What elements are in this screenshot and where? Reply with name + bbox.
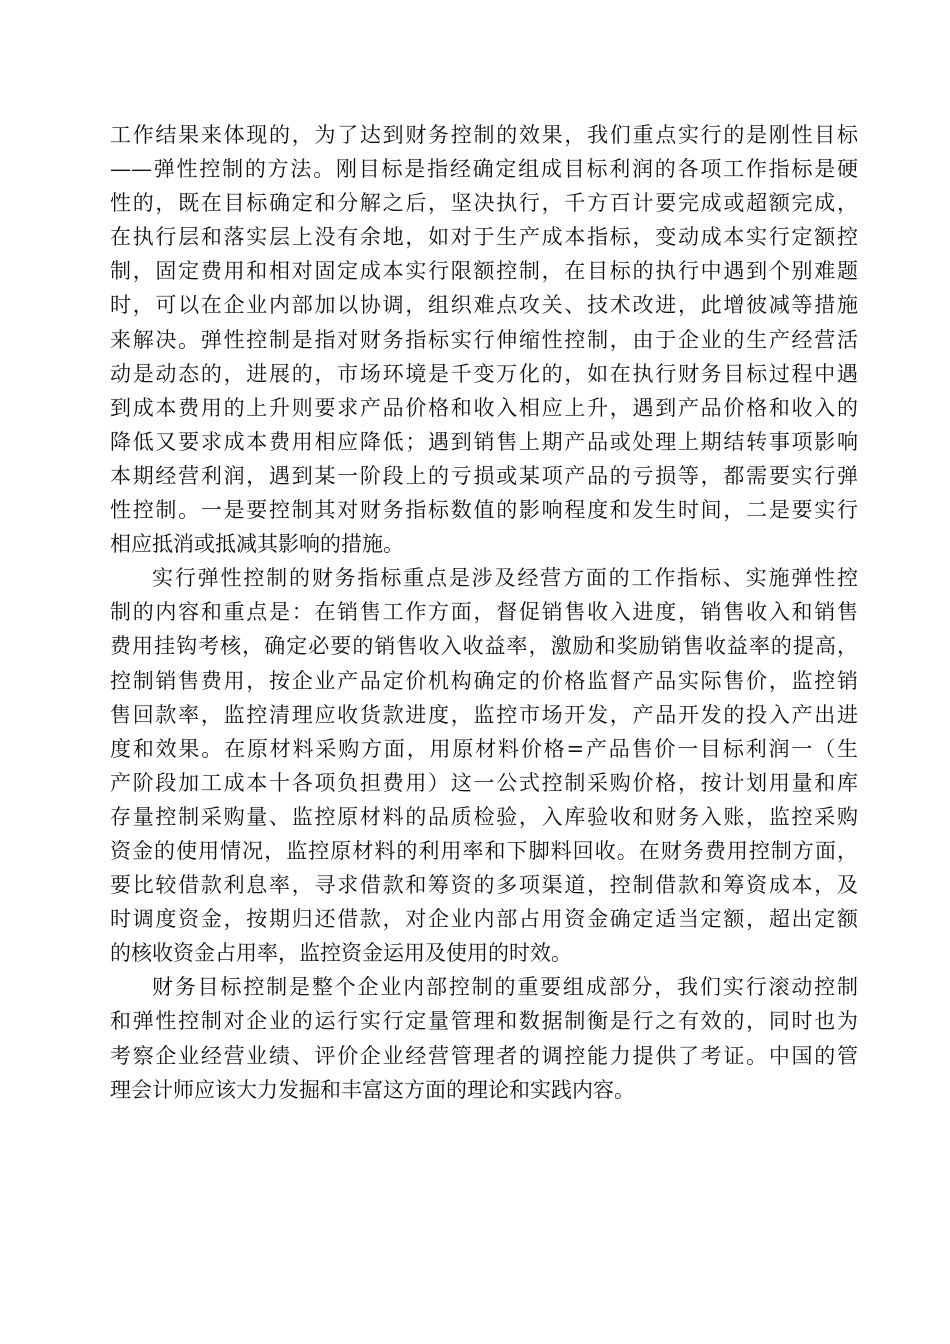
text-line: 性的，既在目标确定和分解之后，坚决执行，千方百计要完成或超额完成， <box>110 191 858 216</box>
text-line: 工作结果来体现的，为了达到财务控制的效果，我们重点实行的是刚性目标 <box>110 123 858 147</box>
text-line: 制，固定费用和相对固定成本实行限额控制，在目标的执行中遇到个别难题 <box>110 259 858 284</box>
text-line: 度和效果。在原材料采购方面，用原材料价格=产品售价一目标利润一（生 <box>110 736 858 761</box>
paragraph-2 <box>110 561 858 970</box>
text-line: 理会计师应该大力发掘和丰富这方面的理论和实践内容。 <box>110 1077 635 1102</box>
text-line: 到成本费用的上升则要求产品价格和收入相应上升，遇到产品价格和收入的 <box>110 395 858 420</box>
text-line: 控制销售费用，按企业产品定价机构确定的价格监督产品实际售价，监控销 <box>110 668 858 693</box>
text-line: 本期经营利润，遇到某一阶段上的亏损或某项产品的亏损等，都需要实行弹 <box>110 463 858 488</box>
text-line: 性控制。一是要控制其对财务指标数值的影响程度和发生时间，二是要实行 <box>110 498 858 523</box>
text-line: 的核收资金占用率，监控资金运用及使用的时效。 <box>110 941 572 966</box>
text-line: 来解决。弹性控制是指对财务指标实行伸缩性控制，由于企业的生产经营活 <box>110 327 858 352</box>
text-line: 降低又要求成本费用相应降低；遇到销售上期产品或处理上期结转事项影响 <box>110 429 858 454</box>
text-line: 存量控制采购量、监控原材料的品质检验，入库验收和财务入账，监控采购 <box>110 804 858 829</box>
text-line: 资金的使用情况，监控原材料的利用率和下脚料回收。在财务费用控制方面， <box>110 838 858 863</box>
text-line: 时调度资金，按期归还借款，对企业内部占用资金确定适当定额，超出定额 <box>110 907 858 932</box>
text-line: 财务目标控制是整个企业内部控制的重要组成部分，我们实行滚动控制 <box>152 975 858 1000</box>
text-line: 相应抵消或抵减其影响的措施。 <box>110 532 404 557</box>
text-line: 要比较借款利息率，寻求借款和筹资的多项渠道，控制借款和筹资成本，及 <box>110 873 858 898</box>
text-line: 和弹性控制对企业的运行实行定量管理和数据制衡是行之有效的，同时也为 <box>110 1009 858 1034</box>
text-line: 时，可以在企业内部加以协调，组织难点攻关、技术改进，此增彼减等措施 <box>110 293 858 318</box>
text-line: ——弹性控制的方法。刚目标是指经确定组成目标利润的各项工作指标是硬 <box>110 157 858 182</box>
text-line: 动是动态的，进展的，市场环境是千变万化的，如在执行财务目标过程中遇 <box>110 361 858 386</box>
text-line: 费用挂钩考核，确定必要的销售收入收益率，激励和奖励销售收益率的提高， <box>110 634 858 659</box>
paragraph-1 <box>110 118 858 561</box>
text-line: 考察企业经营业绩、评价企业经营管理者的调控能力提供了考证。中国的管 <box>110 1043 858 1068</box>
paragraph-3 <box>110 970 858 1106</box>
text-line: 制的内容和重点是：在销售工作方面，督促销售收入进度，销售收入和销售 <box>110 600 858 625</box>
text-line: 售回款率，监控清理应收货款进度，监控市场开发，产品开发的投入产出进 <box>110 702 858 727</box>
text-line: 实行弹性控制的财务指标重点是涉及经营方面的工作指标、实施弹性控 <box>152 566 858 591</box>
text-line: 产阶段加工成本十各项负担费用）这一公式控制采购价格，按计划用量和库 <box>110 770 858 795</box>
document-body <box>110 118 858 1107</box>
text-line: 在执行层和落实层上没有余地，如对于生产成本指标，变动成本实行定额控 <box>110 225 858 250</box>
